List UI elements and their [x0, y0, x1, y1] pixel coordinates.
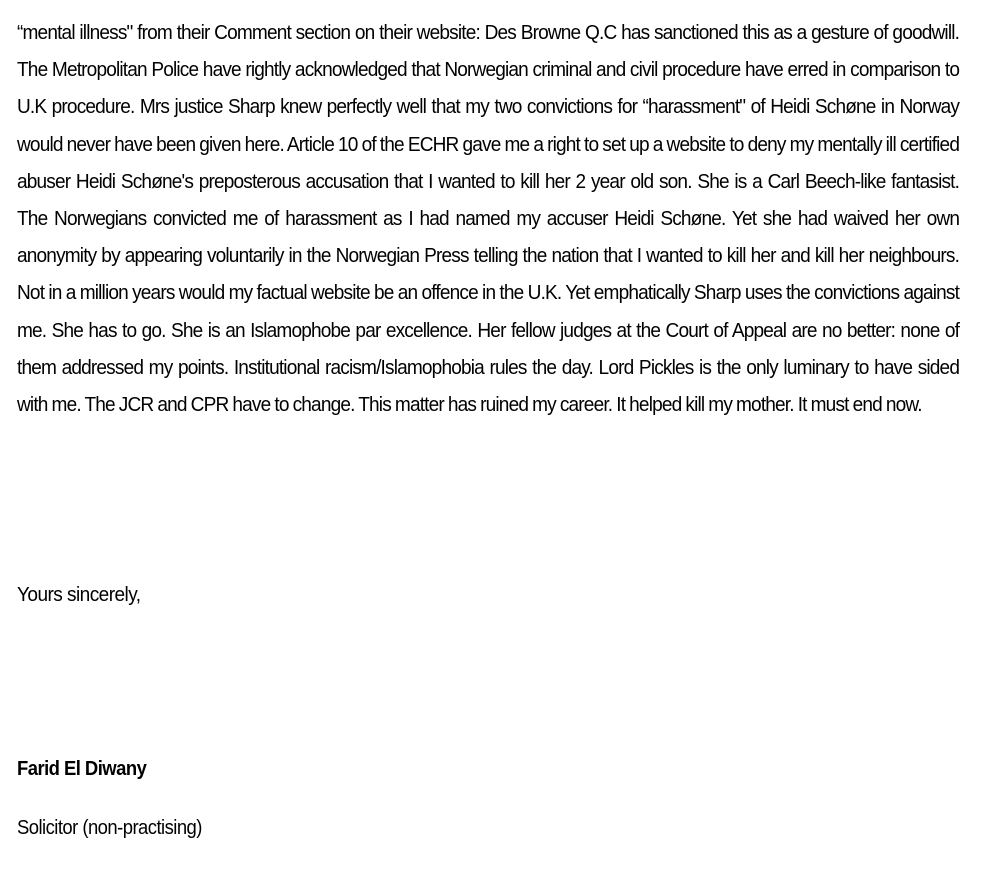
- letter-body-paragraph: “mental illness" from their Comment section on their website: Des Browne Q.C has sanctioned this as a gesture of goodwill. The Metropolitan Police have rightly acknowledged that Norwegian criminal and civil procedure have erred in comparison to U.K procedure. Mrs justice Sharp knew perfectly well that my two convictions for “harassment" of Heidi Schøne in Norway would never have been given here. Article 10 of the ECHR gave me a right to set up a website to deny my mentally ill certified abuser Heidi Schøne's preposterous accusation that I wanted to kill her 2 year old son. She is a Carl Beech-like fantasist. The Norwegians convicted me of harassment as I had named my accuser Heidi Schøne. Yet she had waived her own anonymity by appearing voluntarily in the Norwegian Press telling the nation that I wanted to kill her and kill her neighbours. Not in a million years would my factual website be an offence in the U.K. Yet emphatically Sharp uses the convictions against me. She has to go. She is an Islamophobe par excellence. Her fellow judges at the Court of Appeal are no better: none of them addressed my points. Institutional racism/Islamophobia rules the day. Lord Pickles is the only luminary to have sided with me. The JCR and CPR have to change. This matter has ruined my career. It helped kill my mother. It must end now.: [17, 21, 960, 417]
- signatory-name: Farid El Diwany: [17, 757, 147, 780]
- letter-body-container: [17, 14, 959, 423]
- signatory-title: Solicitor (non-practising): [17, 816, 202, 839]
- letter-closing: Yours sincerely,: [17, 583, 141, 606]
